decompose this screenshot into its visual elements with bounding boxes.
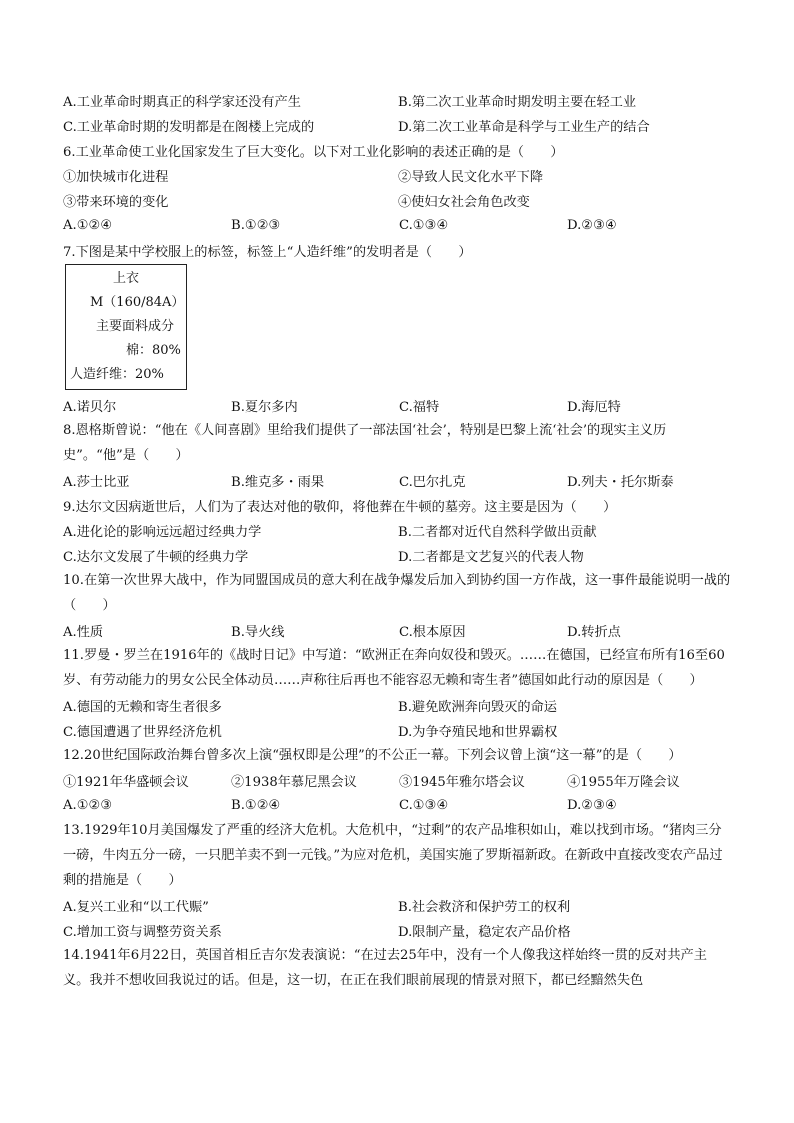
q6-statement-1: ①加快城市化进程 [63, 170, 169, 185]
q12-statement-1: ①1921年华盛顿会议 [63, 775, 189, 790]
q6-statement-3: ③带来环境的变化 [63, 195, 169, 210]
q8-option-b: B.维克多・雨果 [231, 475, 325, 490]
q11-options-row-2 [63, 718, 733, 743]
q10-option-d: D.转折点 [567, 625, 621, 640]
q10-option-b: B.导火线 [231, 625, 285, 640]
q8-stem: 8.恩格斯曾说：“他在《人间喜剧》里给我们提供了一部法国‘社会’，特别是巴黎上流‘社会’的现实主义历史”。“他”是（ ） [63, 423, 667, 463]
q12-statement-2: ②1938年慕尼黑会议 [231, 775, 357, 790]
q7-option-d: D.海厄特 [567, 400, 621, 415]
q12-options [63, 793, 733, 818]
q14-stem: 14.1941年6月22日，英国首相丘吉尔发表演说：“在过去25年中，没有一个人像我这样始终一贯的反对共产主义。我并不想收回我说过的话。但是，这一切，在正在我们眼前展现的情景对照下，都已经黯然失色 [63, 948, 707, 988]
q12-option-d: D.②③④ [567, 798, 617, 813]
q12-option-a: A.①②③ [63, 798, 113, 813]
q12-statement-4: ④1955年万隆会议 [567, 775, 680, 790]
label-fiber: 人造纤维：20% [70, 367, 164, 382]
q10-stem: 10.在第一次世界大战中，作为同盟国成员的意大利在战争爆发后加入到协约国一方作战，这一事件最能说明一战的（ ） [63, 573, 731, 613]
q12-option-b: B.①②④ [231, 798, 281, 813]
q5-option-c: C.工业革命时期的发明都是在阁楼上完成的 [63, 120, 315, 135]
q6-option-c: C.①③④ [399, 218, 449, 233]
q12-option-c: C.①③④ [399, 798, 449, 813]
q9-stem: 9.达尔文因病逝世后，人们为了表达对他的敬仰，将他葬在牛顿的墓旁。这主要是因为（ ） [63, 500, 617, 515]
q12-stem: 12.20世纪国际政治舞台曾多次上演“强权即是公理”的不公正一幕。下列会议曾上演“这一幕”的是（ ） [63, 748, 682, 763]
q6-option-b: B.①②③ [231, 218, 281, 233]
q6-option-d: D.②③④ [567, 218, 617, 233]
q13-option-c: C.增加工资与调整劳资关系 [63, 925, 222, 940]
q7-options [63, 393, 733, 418]
q13-options-row-1 [63, 893, 733, 918]
q12-statements [63, 768, 733, 793]
q11-stem: 11.罗曼・罗兰在1916年的《战时日记》中写道：“欧洲正在奔向奴役和毁灭。……在德国，已经宣布所有16至60岁、有劳动能力的男女公民全体动员……声称往后再也不能容忍无赖和寄生者”德国如此行动的原因是（ ） [63, 648, 725, 688]
q12-statement-3: ③1945年雅尔塔会议 [399, 775, 525, 790]
q13-options-row-2 [63, 918, 733, 943]
q6-statement-4: ④使妇女社会角色改变 [398, 195, 530, 210]
q7-stem: 7.下图是某中学校服上的标签，标签上“人造纤维”的发明者是（ ） [63, 245, 472, 260]
q7-option-a: A.诺贝尔 [63, 400, 117, 415]
clothing-label-box [65, 264, 187, 390]
q10-option-c: C.根本原因 [399, 625, 466, 640]
q9-options-row-1 [63, 518, 733, 543]
q9-option-a: A.进化论的影响远远超过经典力学 [63, 525, 262, 540]
q11-option-c: C.德国遭遇了世界经济危机 [63, 725, 222, 740]
q11-option-b: B.避免欧洲奔向毁灭的命运 [398, 700, 557, 715]
q5-option-a: A.工业革命时期真正的科学家还没有产生 [63, 95, 301, 110]
exam-page [63, 88, 733, 993]
q7-option-b: B.夏尔多内 [231, 400, 298, 415]
label-title: 上衣 [112, 271, 139, 286]
q5-options-row-2 [63, 113, 733, 138]
q11-options-row-1 [63, 693, 733, 718]
q13-option-a: A.复兴工业和“以工代赈” [63, 900, 209, 915]
label-heading: 主要面料成分 [96, 319, 175, 334]
q9-option-d: D.二者都是文艺复兴的代表人物 [398, 550, 584, 565]
q9-option-c: C.达尔文发展了牛顿的经典力学 [63, 550, 249, 565]
q6-options [63, 213, 733, 238]
q13-option-d: D.限制产量，稳定农产品价格 [398, 925, 571, 940]
q5-options-row-1 [63, 88, 733, 113]
q8-option-c: C.巴尔扎克 [399, 475, 466, 490]
q8-options [63, 468, 733, 493]
q11-option-a: A.德国的无赖和寄生者很多 [63, 700, 222, 715]
label-size: M（160/84A） [90, 295, 185, 310]
q11-option-d: D.为争夺殖民地和世界霸权 [398, 725, 558, 740]
q9-option-b: B.二者都对近代自然科学做出贡献 [398, 525, 597, 540]
q7-option-c: C.福特 [399, 400, 440, 415]
q6-option-a: A.①②④ [63, 218, 113, 233]
label-cotton: 棉：80% [126, 343, 181, 358]
q13-stem: 13.1929年10月美国爆发了严重的经济大危机。大危机中，“过剩”的农产品堆积如山，难以找到市场。“猪肉三分一磅，牛肉五分一磅，一只肥羊卖不到一元钱。”为应对危机，美国实施了罗斯福新政。在新政中直接改变农产品过剩的措施是（ ） [63, 823, 723, 888]
q9-options-row-2 [63, 543, 733, 568]
q6-statements-row-1 [63, 163, 733, 188]
q13-option-b: B.社会救济和保护劳工的权利 [398, 900, 571, 915]
q8-option-a: A.莎士比亚 [63, 475, 130, 490]
q6-statements-row-2 [63, 188, 733, 213]
q5-option-b: B.第二次工业革命时期发明主要在轻工业 [398, 95, 637, 110]
q6-statement-2: ②导致人民文化水平下降 [398, 170, 544, 185]
q10-option-a: A.性质 [63, 625, 104, 640]
q8-option-d: D.列夫・托尔斯泰 [567, 475, 674, 490]
q5-option-d: D.第二次工业革命是科学与工业生产的结合 [398, 120, 650, 135]
q10-options [63, 618, 733, 643]
q6-stem: 6.工业革命使工业化国家发生了巨大变化。以下对工业化影响的表述正确的是（ ） [63, 145, 564, 160]
